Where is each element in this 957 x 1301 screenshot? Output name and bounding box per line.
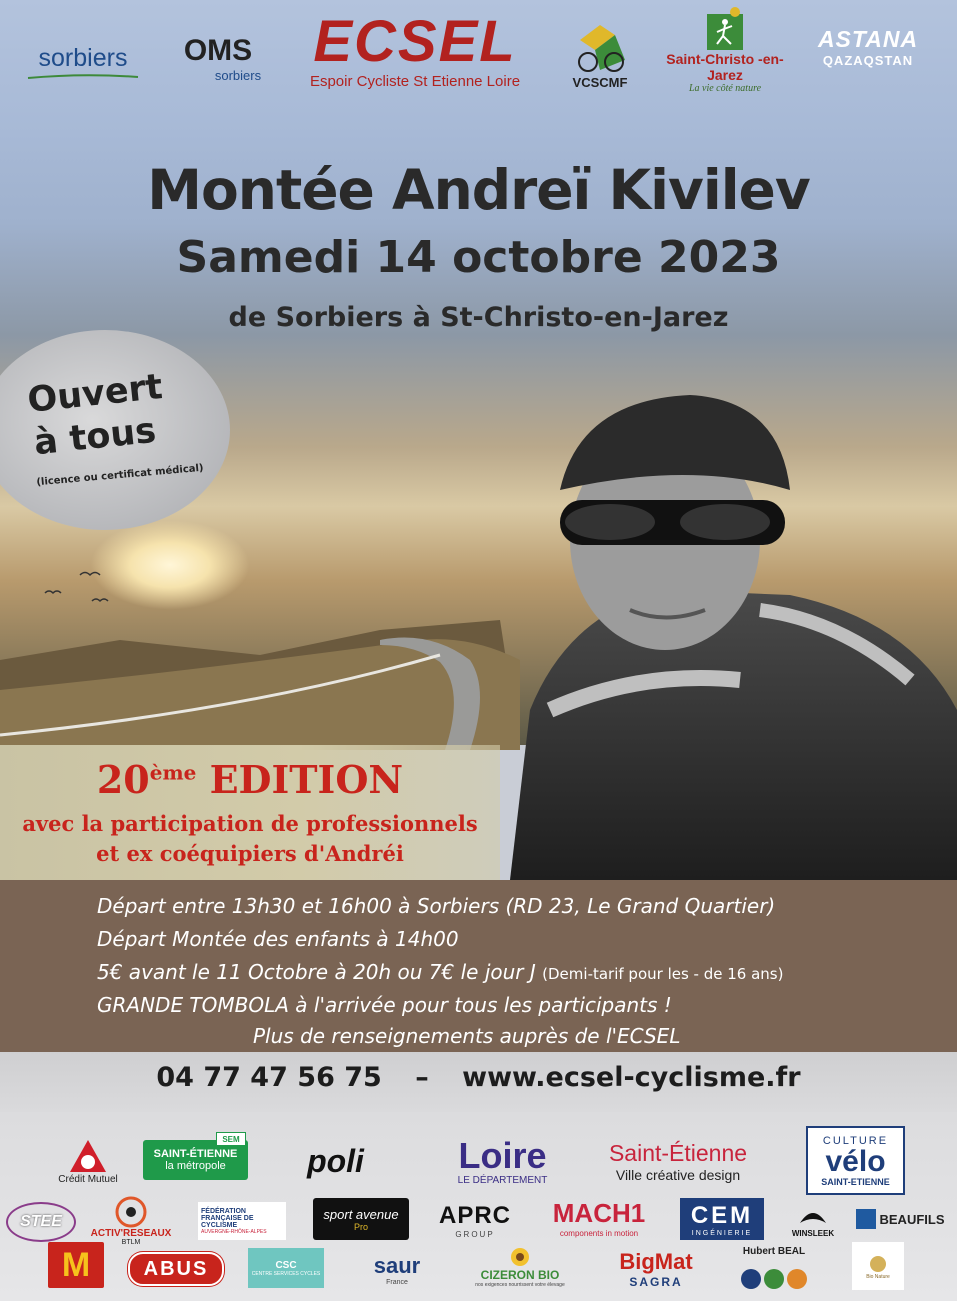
cem-text: CEM <box>690 1201 754 1229</box>
sponsors-area <box>0 1112 957 1301</box>
culture-velo-top: CULTURE <box>822 1134 889 1147</box>
astana-logo-sub: QAZAQSTAN <box>822 53 914 68</box>
sport-avenue-text: sport avenue <box>323 1206 399 1222</box>
event-date: Samedi 14 octobre 2023 <box>176 232 781 283</box>
badge-note: (licence ou certificat médical) <box>36 462 204 489</box>
edition-line2: avec la participation de professionnels <box>22 811 478 836</box>
oms-logo <box>168 28 268 88</box>
gite-hen-icon <box>867 1252 889 1274</box>
saur-text: saur <box>373 1252 421 1278</box>
abus-text: ABUS <box>143 1257 209 1280</box>
sponsor-poli <box>288 1144 383 1179</box>
sponsor-mach1 <box>540 1196 658 1240</box>
sponsor-winsleek <box>782 1196 844 1244</box>
cizeron-flower-icon <box>507 1246 533 1268</box>
mcdonalds-text: M <box>61 1245 91 1284</box>
ville-creative-sub: Ville créative design <box>615 1166 741 1183</box>
info-more: Plus de renseignements auprès de l'ECSEL <box>253 1024 681 1048</box>
contact-line <box>0 1062 957 1093</box>
vcscmf-logo-text: VCSCMF <box>572 74 628 90</box>
sorbiers-logo <box>18 40 148 85</box>
btlm-text: BTLM <box>121 1239 141 1246</box>
edition-block <box>0 745 500 880</box>
ecsel-logo <box>285 8 545 93</box>
bigmat-sub: SAGRA <box>629 1275 683 1289</box>
mma-name: Hubert BEAL <box>742 1245 806 1257</box>
ville-creative-text: Saint-Étienne <box>608 1139 748 1166</box>
sponsor-abus <box>128 1252 224 1286</box>
bigmat-text: BigMat <box>619 1249 693 1274</box>
edition-label: EDITION <box>209 757 404 802</box>
sponsor-mcdonalds <box>48 1242 104 1288</box>
info-tombola: GRANDE TOMBOLA à l'arrivée pour tous les participants ! <box>97 993 672 1017</box>
sponsor-ville-creative <box>598 1136 758 1186</box>
mma-circles <box>741 1269 807 1289</box>
ecsel-logo-sub: Espoir Cycliste St Etienne Loire <box>309 73 521 90</box>
sponsor-aprc <box>432 1198 518 1242</box>
stee-text: STEE <box>20 1213 62 1230</box>
info-start-time: Départ entre 13h30 et 16h00 à Sorbiers (RD 23, Le Grand Quartier) <box>97 894 776 918</box>
info-prices-note: (Demi-tarif pour les - de 16 ans) <box>542 965 784 983</box>
ecsel-logo-text: ECSEL <box>313 9 517 74</box>
edition-heading <box>0 757 500 802</box>
sponsor-cem <box>680 1198 764 1240</box>
saint-christo-runner-icon <box>705 6 745 51</box>
loire-sub: LE DÉPARTEMENT <box>457 1175 548 1186</box>
metropole-text: SAINT-ÉTIENNE <box>153 1148 238 1160</box>
winsleek-text: WINSLEEK <box>791 1228 835 1238</box>
culture-velo-main: vélo <box>825 1144 886 1178</box>
cyclist-portrait <box>490 380 957 880</box>
sponsor-sem-badge <box>216 1132 246 1146</box>
sponsor-saint-etienne-metropole <box>143 1140 248 1180</box>
ffc-sub: AUVERGNE-RHÔNE-ALPES <box>201 1228 267 1235</box>
culture-velo-sub: SAINT-ETIENNE <box>821 1176 890 1187</box>
saint-christo-tagline: La vie côté nature <box>688 83 762 94</box>
edition-superscript: ème <box>149 760 197 785</box>
astana-logo <box>808 22 928 72</box>
edition-line3: et ex coéquipiers d'Andréi <box>96 841 404 866</box>
info-prices-main: 5€ avant le 11 Octobre à 20h ou 7€ le jour J <box>97 960 536 984</box>
info-prices <box>97 960 783 984</box>
cem-sub: INGÉNIERIE <box>691 1229 753 1237</box>
vcscmf-cyclist-icon <box>570 20 630 75</box>
sport-avenue-sub: Pro <box>353 1221 368 1232</box>
event-title: Montée Andreï Kivilev <box>147 158 810 222</box>
sorbiers-logo-text: sorbiers <box>38 44 128 72</box>
sponsor-cizeron <box>460 1242 580 1292</box>
badge-line2: à tous <box>32 410 158 464</box>
sorbiers-swoosh-icon <box>23 73 143 81</box>
sponsor-bigmat <box>612 1246 700 1292</box>
sponsor-sport-avenue <box>313 1198 409 1240</box>
gite-text: Bio Nature <box>866 1274 890 1280</box>
poli-text: poli <box>307 1143 364 1179</box>
mma-circle-a <box>787 1269 807 1289</box>
beaufils-text: BEAUFILS <box>879 1211 945 1227</box>
top-logos-bar <box>0 0 957 110</box>
aprc-sub: GROUP <box>455 1229 495 1239</box>
loire-text: Loire <box>458 1135 547 1176</box>
sponsor-gite <box>852 1242 904 1290</box>
oms-logo-text: OMS <box>183 33 253 67</box>
activ-reseaux-icon <box>113 1196 149 1228</box>
saint-christo-logo-text: Saint-Christo -en-Jarez <box>666 51 784 83</box>
saur-sub: France <box>386 1278 408 1286</box>
oms-logo-sub: sorbiers <box>214 67 262 83</box>
event-route: de Sorbiers à St-Christo-en-Jarez <box>228 302 729 333</box>
contact-phone: 04 77 47 56 75 <box>156 1062 382 1093</box>
csc-sub: CENTRE SERVICES CYCLES <box>251 1270 321 1277</box>
aprc-text: APRC <box>438 1201 511 1229</box>
credit-mutuel-icon <box>68 1138 108 1174</box>
sponsor-credit-mutuel <box>48 1134 128 1189</box>
sponsor-mma <box>728 1240 820 1294</box>
info-kids-start: Départ Montée des enfants à 14h00 <box>97 927 459 951</box>
csc-text: CSC <box>275 1259 297 1271</box>
edition-number: 20 <box>96 757 150 802</box>
sponsor-culture-velo <box>806 1126 905 1195</box>
astana-logo-text: ASTANA <box>817 26 919 52</box>
metropole-sub: la métropole <box>165 1160 226 1172</box>
sponsor-csc <box>248 1248 324 1288</box>
sponsor-beaufils <box>850 1204 950 1234</box>
cizeron-sub: nos exigences nourrissent votre élevage <box>475 1282 565 1288</box>
activ-reseaux-text: ACTIV'RESEAUX <box>90 1228 172 1239</box>
sponsor-ffc <box>198 1202 286 1240</box>
birds-icon <box>40 565 120 610</box>
cizeron-text: CIZERON BIO <box>480 1268 560 1282</box>
badge-line1: Ouvert <box>25 367 165 421</box>
contact-bar <box>0 1052 957 1112</box>
vcscmf-logo <box>560 12 640 97</box>
mma-circle-m2 <box>764 1269 784 1289</box>
contact-website[interactable]: www.ecsel-cyclisme.fr <box>462 1062 801 1093</box>
sponsor-loire <box>440 1134 565 1189</box>
sem-text: SEM <box>222 1134 240 1144</box>
mach1-text: MACH1 <box>552 1198 646 1228</box>
beaufils-icon <box>856 1209 876 1229</box>
sponsor-saur <box>352 1246 442 1292</box>
sponsor-stee <box>6 1202 76 1242</box>
info-block <box>0 880 957 1052</box>
saint-christo-logo <box>650 5 800 95</box>
ffc-text: FÉDÉRATION FRANÇAISE DE CYCLISME <box>201 1207 254 1229</box>
contact-dash: – <box>415 1062 429 1093</box>
mma-circle-m1 <box>741 1269 761 1289</box>
mach1-sub: components in motion <box>559 1229 639 1238</box>
credit-mutuel-text: Crédit Mutuel <box>58 1174 118 1185</box>
winsleek-bird-icon <box>798 1203 828 1229</box>
